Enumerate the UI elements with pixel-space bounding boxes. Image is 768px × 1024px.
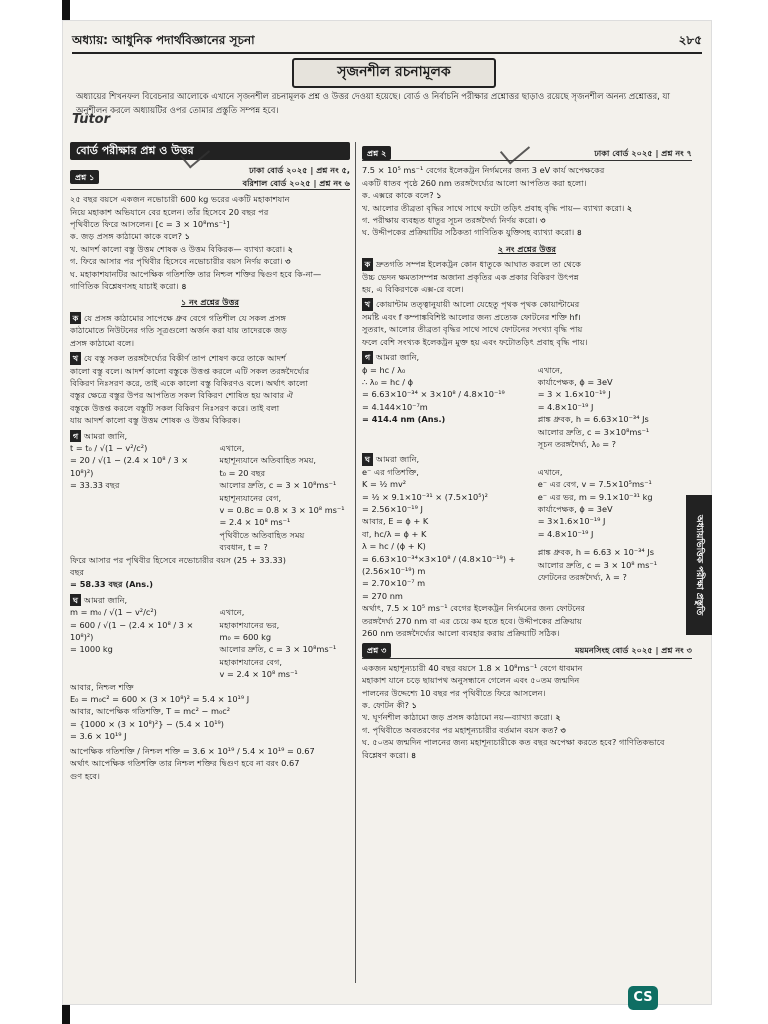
ga-answer: = 58.33 বছর (Ans.) (70, 579, 153, 590)
answer-marker-kha: খ (70, 352, 81, 364)
answer-1-gha: ঘ আমরা জানি, m = m₀ / √(1 − v²/c²) = 600 / √(1 − (2.4 × 10⁸ / 3 × 10⁸)²) = 1000 kg এখানে, মহাকাশযানের ভর, m₀ = 600 kg আলোর দ্রুতি, c = 3 × 10⁸ms⁻¹ মহাকাশযানের বেগ, v = 2.4 × 10⁸ ms⁻¹ আবার, নিশ্চল শক্তি E₀ = m₀c² = 600 × (3 × 10⁸)² = 5.4 × 10¹⁹ J আবার, আপেক্ষিক গতিশক্তি, T = mc² − m₀c² = {1000 × (3 × 10⁸)²} − (5.4 × 10¹⁹) = 3.6 × 10¹⁹ J আপেক্ষিক গতিশক্তি / নিশ্চল শক্তি = 3.6 × 10¹⁹ / 5.4 × 10¹⁹ = 0.67 অর্থাৎ আপেক্ষিক গতিশক্তি তার নিশ্চল শক্তির দ্বিগুণ হবে না বরং 0.67 গুণ হবে। (70, 594, 350, 782)
side-chapter-tab: অধ্যায়ভিত্তিক পরীক্ষা প্রস্তুতি (686, 495, 712, 635)
question-1-boards (243, 164, 350, 189)
question-part: ঘ. উদ্দীপকের প্রক্রিয়াটির সঠিকতা গাণিতিক যুক্তিসহ ব্যাখ্যা করো। ৪ (362, 227, 583, 238)
ga-result: বছর (70, 567, 85, 577)
tutor-logo: Tutor (72, 112, 111, 127)
left-column (70, 142, 350, 983)
question-part: খ. ঘূর্ণনশীল কাঠামো জড় প্রসঙ্গ কাঠামো নয়—ব্যাখ্যা করো। ২ (362, 712, 561, 723)
answer-marker-kha: খ (362, 298, 373, 310)
question-part: ক. ফোটন কী? ১ (362, 700, 417, 711)
question-3-stem: একজন মহাশূন্যচারী 40 বছর বয়সে 1.8 × 10⁸ms⁻¹ বেগে ধাবমান মহাকাশ যানে চড়ে ছায়াপথ অনুসন্ধানে গেলেন এবং ৫০তম জন্মদিন পালনের উদ্দেশ্যে 10 বছর পর পৃথিবীতে ফিরে আসলেন। (362, 662, 583, 698)
gha-given: এখানে, মহাকাশযানের ভর, m₀ = 600 kg আলোর দ্রুতি, c = 3 × 10⁸ms⁻¹ মহাকাশযানের বেগ, v = 2.4 × 10⁸ ms⁻¹ (219, 607, 337, 680)
question-part: ক. এক্সরে কাকে বলে? ১ (362, 190, 442, 201)
stem-line: নিয়ে মহাকাশ অভিযানে বের হলেন। তাঁর হিসেবে 20 বছর পর (70, 206, 269, 217)
gha-formula: e⁻ এর গতিশক্তি, K = ½ mv² = ½ × 9.1×10⁻³¹ × (7.5×10⁵)² = 2.56×10⁻¹⁹ J আবার, E = ϕ + K বা, hc/λ = ϕ + K λ = hc / (ϕ + K) = 6.63×10⁻³⁴×3×10⁸ / (4.8×10⁻¹⁹) + (2.56×10⁻¹⁹) m = 2.70×10⁻⁷ m = 270 nm (362, 466, 516, 601)
board-ref: বরিশাল বোর্ড ২০২৫ | প্রশ্ন নং ৬ (242, 177, 350, 188)
question-1-header (70, 164, 350, 190)
answer-1-kha: খ যে বস্তু সকল তরঙ্গদৈর্ঘ্যের বিকীর্ণ তাপ শোষণ করে তাকে আদর্শ কালো বস্তু বলে। আদর্শ কালো বস্তুকে উত্তপ্ত করলে এটি সকল তরঙ্গদৈর্ঘ্যের বিকিরণ নিঃসরণ করে, তাই একে কালো বস্তু বিকিরণও বলে। অর্থাৎ কালো বস্তুর ক্ষেত্রে বস্তুর উপর আপতিত সকল বিকিরণ শোষিত হয় আবার ঐ বস্তুকে উত্তপ্ত করলে বস্তুটি সকল বিকিরণ নিঃসরণ করে। তাই বলা যায় আদর্শ কালো বস্তু উত্তম শোষক ও উত্তম বিকিরক। (70, 353, 310, 426)
question-3-board: ময়মনসিংহ বোর্ড ২০২৫ | প্রশ্ন নং ৩ (574, 645, 692, 656)
ga-given: এখানে, মহাশূন্যযানে অতিবাহিত সময়, t₀ = 20 বছর আলোর দ্রুতি, c = 3 × 10⁸ms⁻¹ মহাশূন্যযানের বেগ, v = 0.8c = 0.8 × 3 × 10⁸ ms⁻¹ = 2.4 × 10⁸ ms⁻¹ পৃথিবীতে অতিবাহিত সময় ব্যবধান, t = ? (219, 442, 345, 553)
stem-line: পৃথিবীতে ফিরে আসলেন। [c = 3 × 10⁸ms⁻¹] (70, 219, 230, 230)
answer-2-ga: গ আমরা জানি, ϕ = hc / λ₀ ∴ λ₀ = hc / ϕ = 6.63×10⁻³⁴ × 3×10⁸ / 4.8×10⁻¹⁹ = 4.144×10⁻⁷m = 414.4 nm (Ans.) এখানে, কার্যাপেক্ষক, ϕ = 3eV = 3 × 1.6×10⁻¹⁹ J = 4.8×10⁻¹⁹ J প্লাঙ্ক ধ্রুবক, h = 6.63×10⁻³⁴ Js আলোর দ্রুতি, c = 3×10⁸ms⁻¹ সূচন তরঙ্গদৈর্ঘ্য, λ₀ = ? (362, 351, 692, 450)
question-1-stem (70, 193, 350, 230)
question-3-header (362, 643, 692, 658)
answer-marker-ga: গ (362, 351, 373, 363)
stem-line: ২৫ বছর বয়সে একজন নভোচারী 600 kg ভরের একটি মহাকাশযান (70, 194, 290, 205)
gha-given: এখানে, e⁻ এর বেগ, v = 7.5×10⁵ms⁻¹ e⁻ এর ভর, m = 9.1×10⁻³¹ kg কার্যাপেক্ষক, ϕ = 3eV = 3×1.6×10⁻¹⁹ J = 4.8×10⁻¹⁹ J প্লাঙ্ক ধ্রুবক, h = 6.63 × 10⁻³⁴ Js আলোর দ্রুতি, c = 3 × 10⁸ ms⁻¹ ফোটনের তরঙ্গদৈর্ঘ্য, λ = ? (537, 466, 658, 582)
question-1-badge: প্রশ্ন ১ (70, 170, 99, 184)
answer-1-heading: ১ নং প্রশ্নের উত্তর (180, 297, 240, 308)
board-ref: ঢাকা বোর্ড ২০২৫ | প্রশ্ন নং ৫, (249, 165, 350, 176)
page-number: ২৮৫ (678, 33, 702, 47)
chapter-title: অধ্যায়: আধুনিক পদার্থবিজ্ঞানের সূচনা (72, 33, 255, 47)
book-page (62, 20, 712, 1005)
gha-ratio: আপেক্ষিক গতিশক্তি / নিশ্চল শক্তি = 3.6 × 10¹⁹ / 5.4 × 10¹⁹ = 0.67 (70, 745, 315, 756)
right-column (362, 142, 692, 983)
answer-1-ga: গ আমরা জানি, t = t₀ / √(1 − v²/c²) = 20 / √(1 − (2.4 × 10⁸ / 3 × 10⁸)²) = 33.33 বছর এখানে, মহাশূন্যযানে অতিবাহিত সময়, t₀ = 20 বছর আলোর দ্রুতি, c = 3 × 10⁸ms⁻¹ মহাশূন্যযানের বেগ, v = 0.8c = 0.8 × 3 × 10⁸ ms⁻¹ = 2.4 × 10⁸ ms⁻¹ পৃথিবীতে অতিবাহিত সময় ব্যবধান, t = ? ফিরে আসার পর পৃথিবীর হিসেবে নভোচারীর বয়স (25 + 33.33) বছর = 58.33 বছর (Ans.) (70, 430, 350, 591)
question-3-badge: প্রশ্ন ৩ (362, 643, 391, 657)
answer-marker-ka: ক (70, 312, 81, 324)
answer-marker-ka: ক (362, 258, 373, 270)
answer-1-ka: ক যে প্রসঙ্গ কাঠামোর সাপেক্ষে ধ্রুব বেগে গতিশীল যে সকল প্রসঙ্গ কাঠামোতে নিউটনের গতি সূত্রগুলো অর্জন করা যায় তাদেরকে জড় প্রসঙ্গ কাঠামো বলে। (70, 312, 287, 348)
answer-2-ka: ক দ্রুতগতি সম্পন্ন ইলেকট্রন কোন ধাতুকে আঘাত করলে তা থেকে উচ্চ ভেদন ক্ষমতাসম্পন্ন অজানা প্রকৃতির এক প্রকার বিকিরণ উৎপন্ন হয়, এ বিকিরণকে এক্স-রে বলে। (362, 259, 582, 295)
answer-marker-gha: ঘ (362, 453, 373, 465)
question-2-board: ঢাকা বোর্ড ২০২৫ | প্রশ্ন নং ৭ (594, 148, 692, 158)
question-part: খ. আলোর তীব্রতা বৃদ্ধির সাথে সাথে ফটো তড়িৎ প্রবাহ বৃদ্ধি পায়— ব্যাখ্যা করো। ২ (362, 202, 633, 213)
gha-formula: m = m₀ / √(1 − v²/c²) = 600 / √(1 − (2.4 × 10⁸ / 3 × 10⁸)²) = 1000 kg (70, 607, 194, 655)
question-2-stem: 7.5 × 10⁵ ms⁻¹ বেগের ইলেকট্রন নির্গমনের জন্য 3 eV কার্য অপেক্ষকের একটি ধাতব পৃষ্ঠে 260 nm তরঙ্গদৈর্ঘ্যের আলো আপতিত করা হলো। (362, 165, 605, 188)
camscanner-watermark: CS (628, 986, 658, 1010)
column-divider (355, 142, 356, 983)
ga-given: এখানে, কার্যাপেক্ষক, ϕ = 3eV = 3 × 1.6×10⁻¹⁹ J = 4.8×10⁻¹⁹ J প্লাঙ্ক ধ্রুবক, h = 6.63×10⁻³⁴ Js আলোর দ্রুতি, c = 3×10⁸ms⁻¹ সূচন তরঙ্গদৈর্ঘ্য, λ₀ = ? (537, 364, 650, 449)
answer-2-gha: ঘ আমরা জানি, e⁻ এর গতিশক্তি, K = ½ mv² = ½ × 9.1×10⁻³¹ × (7.5×10⁵)² = 2.56×10⁻¹⁹ J আবার, E = ϕ + K বা, hc/λ = ϕ + K λ = hc / (ϕ + K) = 6.63×10⁻³⁴×3×10⁸ / (4.8×10⁻¹⁹) + (2.56×10⁻¹⁹) m = 2.70×10⁻⁷ m = 270 nm এখানে, e⁻ এর বেগ, v = 7.5×10⁵ms⁻¹ e⁻ এর ভর, m = 9.1×10⁻³¹ kg কার্যাপেক্ষক, ϕ = 3eV = 3×1.6×10⁻¹⁹ J = 4.8×10⁻¹⁹ J প্লাঙ্ক ধ্রুবক, h = 6.63 × 10⁻³⁴ Js আলোর দ্রুতি, c = 3 × 10⁸ ms⁻¹ ফোটনের তরঙ্গদৈর্ঘ্য, λ = ? অর্থাৎ, 7.5 × 10⁵ ms⁻¹ বেগের ইলেকট্রন নির্গমনের জন্য ফোটনের তরঙ্গদৈর্ঘ্য 270 nm বা এর চেয়ে কম হতে হবে। উদ্দীপকের প্রক্রিয়ায় 260 nm তরঙ্গদৈর্ঘ্যের আলো ব্যবহার করায় প্রক্রিয়াটি সঠিক। (362, 453, 692, 639)
ga-result: ফিরে আসার পর পৃথিবীর হিসেবে নভোচারীর বয়স (25 + 33.33) (70, 554, 286, 565)
question-part: ঘ. মহাকাশযানটির আপেক্ষিক গতিশক্তি তার নিশ্চল শক্তির দ্বিগুণ হবে কি-না—গাণিতিক বিশ্লেষণসহ যাচাই করো। ৪ (70, 268, 322, 292)
question-part: ঘ. ৫০তম জন্মদিন পালনের জন্য মহাশূন্যচারীকে কত বছর অপেক্ষা করতে হবে? গাণিতিকভাবে বিশ্লেষণ করো। ৪ (362, 737, 665, 760)
answer-2-heading: ২ নং প্রশ্নের উত্তর (497, 243, 557, 254)
answer-marker-ga: গ (70, 430, 81, 442)
question-part: ক. জড় প্রসঙ্গ কাঠামো কাকে বলে? ১ (70, 231, 190, 242)
ga-formula: ϕ = hc / λ₀ ∴ λ₀ = hc / ϕ = 6.63×10⁻³⁴ × 3×10⁸ / 4.8×10⁻¹⁹ = 4.144×10⁻⁷m = 414.4 nm (Ans.) (362, 364, 505, 425)
question-part: খ. আদর্শ কালো বস্তু উত্তম শোষক ও উত্তম বিকিরক— ব্যাখ্যা করো। ২ (70, 243, 293, 254)
question-2-badge: প্রশ্ন ২ (362, 146, 391, 160)
question-part: গ. পরীক্ষায় ব্যবহৃত ধাতুর সূচন তরঙ্গদৈর্ঘ্য নির্ণয় করো। ৩ (362, 215, 546, 226)
question-3-parts (362, 699, 692, 761)
board-section-heading: বোর্ড পরীক্ষার প্রশ্ন ও উত্তর (70, 142, 350, 160)
question-1-parts (70, 230, 350, 292)
ga-formula: t = t₀ / √(1 − v²/c²) = 20 / √(1 − (2.4 × 10⁸ / 3 × 10⁸)²) = 33.33 বছর (70, 442, 189, 491)
section-banner: সৃজনশীল রচনামূলক (292, 58, 496, 88)
question-part: গ. ফিরে আসার পর পৃথিবীর হিসেবে নভোচারীর বয়স নির্ণয় করো। ৩ (70, 256, 291, 267)
answer-2-kha: খ কোয়ান্টাম তত্ত্বানুযায়ী আলো যেহেতু পৃথক পৃথক কোয়ান্টামের সমষ্টি এবং f কম্পাঙ্কবিশিষ্ট আলোর জন্য প্রত্যেক ফোটনের শক্তি hf। সুতরাং, আলোর তীব্রতা বৃদ্ধির সাথে সাথে ফোটনের সংখ্যা বৃদ্ধি পায় ফলে বেশি সংখ্যক ইলেকট্রন মুক্ত হয় এবং ফটোতড়িৎ প্রবাহ বৃদ্ধি পায়। (362, 299, 588, 347)
intro-paragraph: অধ্যায়ের শিখনফল বিবেচনার আলোকে এখানে সৃজনশীল রচনামূলক প্রশ্ন ও উত্তর দেওয়া হয়েছে। বোর্ড ও নির্বাচনি পরীক্ষার প্রশ্নোত্তর ছাড়াও রয়েছে সৃজনশীল অনন্য প্রশ্নোত্তর, যা অনুশীলন করলে অধ্যায়টির ওপর তোমার প্রস্তুতি সম্পন্ন হবে। (76, 92, 670, 116)
answer-marker-gha: ঘ (70, 594, 81, 606)
page-header (72, 28, 702, 54)
question-2-parts (362, 189, 692, 239)
question-part: গ. পৃথিবীতে অবতরণের পর মহাশূন্যচারীর বর্তমান বয়স কত? ৩ (362, 724, 566, 735)
